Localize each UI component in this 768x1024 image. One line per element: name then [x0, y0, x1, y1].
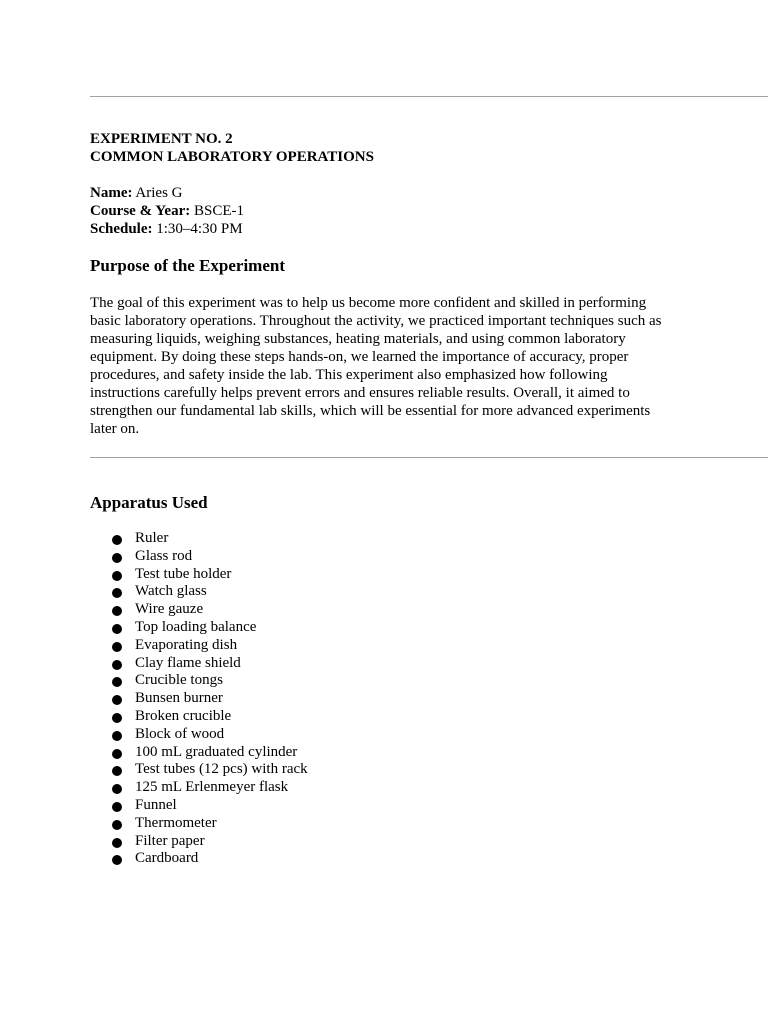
name-value: Aries G: [135, 185, 183, 201]
bullet-icon: [112, 713, 122, 723]
apparatus-list: [90, 530, 308, 868]
course-value: BSCE-1: [194, 203, 245, 219]
bullet-icon: [112, 535, 122, 545]
apparatus-item-label: Test tube holder: [135, 565, 232, 582]
schedule-value: 1:30–4:30 PM: [156, 221, 243, 237]
bullet-icon: [112, 731, 122, 741]
list-item: [90, 548, 308, 566]
purpose-paragraph: The goal of this experiment was to help us become more confident and skilled in performing basic laboratory operations. Throughout the activity, we practiced important techniques such as measuring liquids, weighing substances, heating materials, and using common laboratory equipment. By doing these steps hands-on, we learned the importance of accuracy, proper procedures, and safety inside the lab. This experiment also emphasized how following instructions carefully helps prevent errors and ensures reliable results. Overall, it aimed to strengthen our fundamental lab skills, which will be essential for more advanced experiments later on.: [90, 295, 662, 437]
apparatus-item-label: Top loading balance: [135, 618, 257, 635]
bullet-icon: [112, 642, 122, 652]
bullet-icon: [112, 802, 122, 812]
list-item: [90, 672, 308, 690]
apparatus-heading: Apparatus Used: [90, 493, 208, 512]
list-item: [90, 744, 308, 762]
apparatus-item-label: Ruler: [135, 530, 169, 546]
apparatus-item-label: Watch glass: [135, 583, 207, 600]
experiment-header: [90, 130, 374, 166]
apparatus-item-label: Crucible tongs: [135, 672, 223, 689]
bullet-icon: [112, 855, 122, 865]
list-item: [90, 708, 308, 726]
bullet-icon: [112, 820, 122, 830]
apparatus-item-label: Bunsen burner: [135, 690, 223, 707]
schedule-row: [90, 220, 244, 238]
bullet-icon: [112, 766, 122, 776]
name-row: [90, 184, 244, 202]
schedule-label: Schedule:: [90, 221, 153, 237]
course-label: Course & Year:: [90, 203, 191, 219]
apparatus-item-label: Glass rod: [135, 547, 193, 564]
apparatus-item-label: Funnel: [135, 796, 177, 813]
bullet-icon: [112, 624, 122, 634]
apparatus-item-label: Test tubes (12 pcs) with rack: [135, 761, 308, 778]
experiment-title: COMMON LABORATORY OPERATIONS: [90, 149, 374, 165]
section-divider: [90, 457, 768, 458]
list-item: [90, 850, 308, 868]
apparatus-item-label: Clay flame shield: [135, 654, 241, 671]
list-item: [90, 566, 308, 584]
bullet-icon: [112, 695, 122, 705]
apparatus-item-label: Wire gauze: [135, 601, 204, 618]
list-item: [90, 637, 308, 655]
list-item: [90, 761, 308, 779]
student-info: [90, 184, 244, 238]
purpose-heading: Purpose of the Experiment: [90, 256, 286, 275]
bullet-icon: [112, 749, 122, 759]
course-row: [90, 202, 244, 220]
bullet-icon: [112, 677, 122, 687]
bullet-icon: [112, 838, 122, 848]
bullet-icon: [112, 660, 122, 670]
list-item: [90, 815, 308, 833]
bullet-icon: [112, 571, 122, 581]
bullet-icon: [112, 606, 122, 616]
experiment-number: EXPERIMENT NO. 2: [90, 131, 233, 147]
list-item: [90, 797, 308, 815]
name-label: Name:: [90, 185, 133, 201]
list-item: [90, 690, 308, 708]
top-divider: [90, 96, 768, 97]
apparatus-item-label: Filter paper: [135, 832, 205, 849]
list-item: [90, 601, 308, 619]
list-item: [90, 779, 308, 797]
apparatus-item-label: Block of wood: [135, 725, 225, 742]
apparatus-item-label: Evaporating dish: [135, 636, 238, 653]
apparatus-item-label: 125 mL Erlenmeyer flask: [135, 779, 289, 796]
apparatus-item-label: Cardboard: [135, 850, 199, 867]
list-item: [90, 655, 308, 673]
apparatus-item-label: 100 mL graduated cylinder: [135, 743, 298, 760]
apparatus-item-label: Broken crucible: [135, 707, 232, 724]
list-item: [90, 833, 308, 851]
list-item: [90, 583, 308, 601]
bullet-icon: [112, 553, 122, 563]
apparatus-item-label: Thermometer: [135, 814, 217, 831]
bullet-icon: [112, 784, 122, 794]
list-item: [90, 726, 308, 744]
bullet-icon: [112, 588, 122, 598]
list-item: [90, 530, 308, 548]
list-item: [90, 619, 308, 637]
